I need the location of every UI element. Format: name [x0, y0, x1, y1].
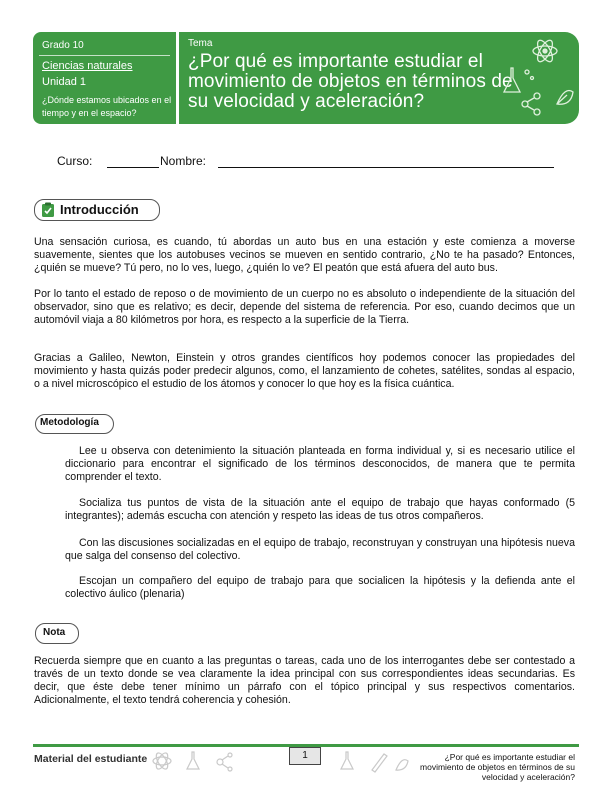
leaf-icon: [396, 760, 408, 770]
methodology-section-header: [35, 414, 114, 434]
flask-icon: [504, 68, 534, 92]
footer-decor-icons: [150, 748, 410, 776]
name-label: Nombre:: [160, 154, 207, 168]
page-number: 1: [289, 747, 321, 765]
unit-question: ¿Dónde estamos ubicados en el tiempo y en el espacio?: [42, 95, 172, 118]
header-divider: [39, 55, 170, 56]
unit-label: Unidad 1: [42, 76, 87, 88]
topic-label: Tema: [188, 38, 213, 49]
page-title: ¿Por qué es importante estudiar el movimiento de objetos en términos de su velocidad y aceleración?: [188, 51, 513, 112]
methodology-step: Lee u observa con detenimiento la situación planteada en forma individual y, si es necesario utilice el diccionario para encontrar el significado de los términos desconocidos, de manera que te permita comprender el texto.: [65, 445, 575, 483]
pencil-icon: [372, 754, 387, 772]
molecule-icon: [522, 93, 540, 115]
atom-icon: [153, 751, 171, 771]
atom-icon: [533, 38, 557, 64]
clipboard-icon: [40, 202, 56, 218]
footer-topic: ¿Por qué es importante estudiar el movimiento de objetos en términos de su velocidad y aceleración?: [420, 752, 575, 782]
intro-paragraph-1: Una sensación curiosa, es cuando, tú abordas un auto bus en una estación y este comienza a moverse suavemente, sientes que los autobuses vecinos se mueven en sentido contrario, ¿No te ha pasado? Entonces, ¿quién se mueve? Tú pero, no lo ves, luego, ¿quién lo ve? El peatón que está afuera del auto bus.: [34, 236, 575, 274]
methodology-label: Metodología: [40, 417, 99, 428]
subject-label: Ciencias naturales: [42, 60, 133, 72]
science-decor-icons: [499, 32, 579, 124]
intro-label: Introducción: [60, 202, 139, 217]
name-field[interactable]: [218, 167, 554, 168]
header-topic-box: [179, 32, 579, 124]
header-info-box: [33, 32, 176, 124]
note-label: Nota: [43, 627, 66, 638]
intro-paragraph-3: Gracias a Galileo, Newton, Einstein y otros grandes científicos hoy podemos conocer las propiedades del movimiento y hasta quizás poder predecir algunos, como, el lanzamiento de cohetes, satélites, sondas al espacio, o a nivel microscópico el estudio de los átomos y conocer lo que hoy es la física cuántica.: [34, 352, 575, 390]
methodology-step: Con las discusiones socializadas en el equipo de trabajo, reconstruyan y construyan una hipótesis nueva que salga del consenso del colectivo.: [65, 537, 575, 562]
intro-section-header: [34, 199, 160, 221]
flask-icon: [341, 752, 353, 769]
leaf-icon: [557, 91, 573, 105]
intro-paragraph-2: Por lo tanto el estado de reposo o de movimiento de un cuerpo no es absoluto o independiente de la situación del observador, sino que es relativo; es decir, depende del sistema de referencia. Por eso, cuando decimos que un automóvil viaja a 80 kilómetros por hora, es respecto a la superficie de la Tierra.: [34, 288, 575, 326]
footer-label: Material del estudiante: [34, 753, 148, 765]
note-section-header: [35, 623, 79, 644]
note-paragraph: Recuerda siempre que en cuanto a las preguntas o tareas, cada uno de los interrogantes debe ser contestado a través de un texto donde se vea claramente la idea principal con sus correspondientes ideas secundarias. Es decir, que éste debe tener mínimo un párrafo con el tópico principal y sus respectivos comentarios. Adicionalmente, el texto tendrá coherencia y cohesión.: [34, 655, 575, 706]
grade-label: Grado 10: [42, 40, 84, 51]
molecule-icon: [217, 753, 232, 771]
course-field[interactable]: [107, 167, 159, 168]
methodology-step: Escojan un compañero del equipo de trabajo para que socialicen la hipótesis y la defienda ante el colectivo áulico (plenaria): [65, 575, 575, 600]
methodology-step: Socializa tus puntos de vista de la situación ante el equipo de trabajo que hayas conformado (5 integrantes); además escucha con atención y respeto las ideas de tus otros compañeros.: [65, 497, 575, 522]
flask-icon: [187, 752, 199, 769]
course-label: Curso:: [57, 154, 93, 168]
